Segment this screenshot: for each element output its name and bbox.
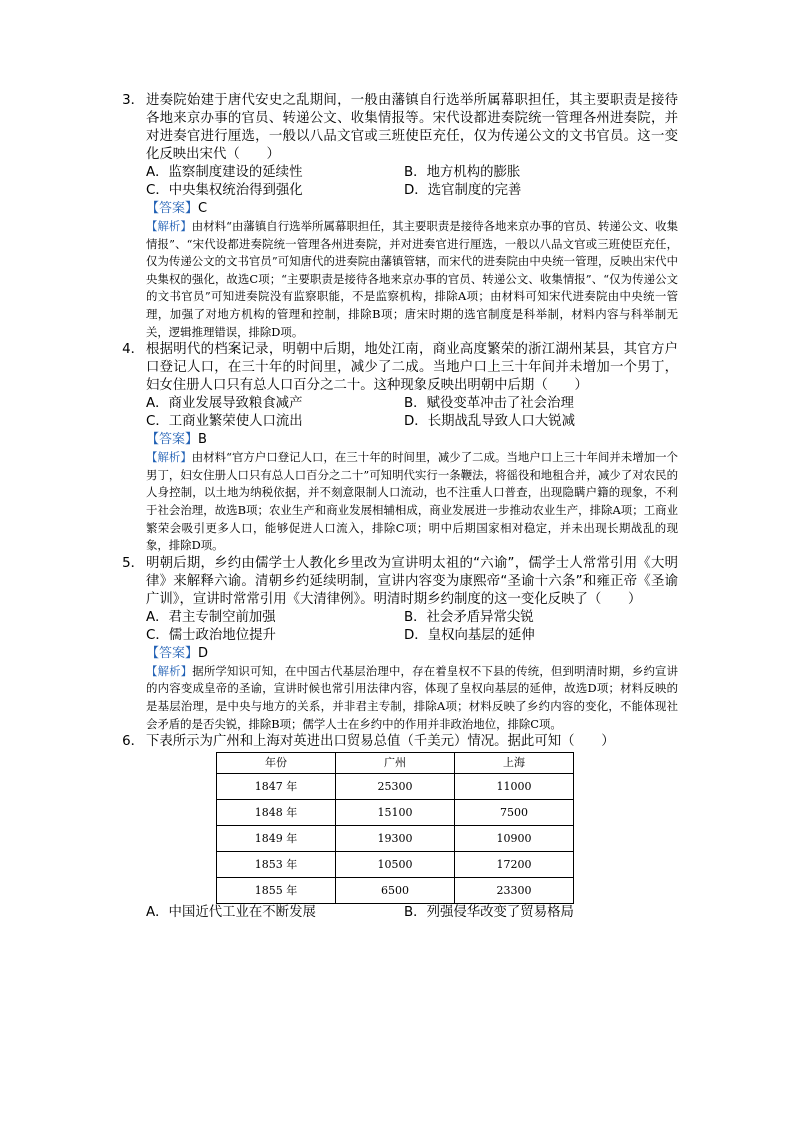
explanation-text: 由材料“官方户口登记人口，在三十年的时间里，减少了二成。当地户口上三十年间并未增加一个男丁，妇女住册人口只有总人口百分之二十”可知明代实行一条鞭法，将徭役和地租合并，减少了对农民的人身控制，以土地为纳税依据，并不刻意限制人口流动，也不注重人口普查，出现隐瞒户籍的现象，不利于社会治理，故选B项；农业生产和商业发展相辅相成，商业发展进一步推动农业生产，排除A项；工商业繁荣会吸引更多人口，能够促进人口流入，排除C项；明中后期国家相对稳定，并未出现长期战乱的现象，排除D项。	[146, 450, 678, 553]
answer-value: C	[198, 201, 208, 216]
explanation-tag: 【解析】	[146, 450, 192, 465]
table-row	[217, 826, 574, 852]
explanation	[118, 218, 678, 341]
question-text: 根据明代的档案记录，明朝中后期，地处江南，商业高度繁荣的浙江湖州某县，其官方户口登记人口，在三十年的时间里，减少了二成。当地户口上三十年间并未增加一个男丁，妇女住册人口只有总人口百分之二十。这种现象反映出明朝中后期（ ）	[146, 342, 678, 394]
trade-table	[216, 752, 574, 904]
cell-year: 1855 年	[217, 878, 336, 904]
cell-shanghai: 7500	[455, 800, 574, 826]
answer-tag: 【答案】	[146, 201, 199, 216]
question-list	[118, 92, 678, 922]
explanation	[118, 449, 678, 555]
explanation-tag: 【解析】	[146, 663, 193, 678]
question-text: 下表所示为广州和上海对英进出口贸易总值（千美元）情况。据此可知（ ）	[146, 734, 615, 750]
option-c: C．中央集权统治得到强化	[146, 183, 303, 198]
table-header-row	[217, 753, 574, 774]
question-number: 6．	[122, 734, 144, 750]
option-a: A．君主专制空前加强	[146, 609, 276, 625]
question-number: 4．	[122, 342, 144, 358]
answer-line	[118, 200, 678, 218]
cell-guangzhou: 6500	[336, 878, 455, 904]
header-guangzhou: 广州	[336, 753, 455, 774]
cell-shanghai: 10900	[455, 826, 574, 852]
cell-year: 1847 年	[217, 774, 336, 800]
question-6	[118, 733, 678, 922]
options	[118, 164, 678, 200]
options	[118, 609, 678, 645]
question-number: 3．	[122, 93, 144, 108]
question-4	[118, 341, 678, 555]
cell-guangzhou: 15100	[336, 800, 455, 826]
cell-shanghai: 11000	[455, 774, 574, 800]
options	[118, 904, 678, 922]
cell-guangzhou: 10500	[336, 852, 455, 878]
answer-tag: 【答案】	[146, 432, 199, 448]
cell-year: 1853 年	[217, 852, 336, 878]
options	[118, 395, 678, 431]
cell-shanghai: 17200	[455, 852, 574, 878]
option-a: A．中国近代工业在不断发展	[146, 905, 316, 921]
answer-line	[118, 431, 678, 449]
explanation	[118, 663, 678, 733]
cell-year: 1849 年	[217, 826, 336, 852]
cell-year: 1848 年	[217, 800, 336, 826]
question-stem	[118, 555, 678, 609]
explanation-text: 由材料“由藩镇自行选举所属幕职担任，其主要职责是接待各地来京办事的官员、转递公文、收集情报”、“宋代设都进奏院统一管理各州进奏院，并对进奏官进行厘选，一般以八品文官或三班使臣充任，仅为传递公文的文书官员”可知唐代的进奏院由藩镇管辖，而宋代的进奏院由中央统一管理，反映出宋代中央集权的强化，故选C项；“主要职责是接待各地来京办事的官员、转递公文、收集情报”、“仅为传递公文的文书官员”可知进奏院没有监察职能，不是监察机构，排除A项；由材料可知宋代进奏院由中央统一管理，加强了对地方机构的管理和控制，排除B项；唐宋时期的选官制度是科举制，材料内容与科举制无关，逻辑推理错误，排除D项。	[146, 219, 678, 339]
answer-line	[118, 645, 678, 663]
question-stem	[118, 341, 678, 395]
option-d: D．长期战乱导致人口大锐减	[404, 414, 575, 430]
option-b: B．列强侵华改变了贸易格局	[404, 905, 574, 921]
answer-tag: 【答案】	[146, 645, 199, 661]
question-5	[118, 555, 678, 733]
option-c: C．儒士政治地位提升	[146, 627, 276, 643]
question-stem	[118, 733, 678, 751]
cell-shanghai: 23300	[455, 878, 574, 904]
option-a: A．监察制度建设的延续性	[146, 165, 303, 180]
answer-value: B	[198, 432, 207, 448]
option-c: C．工商业繁荣使人口流出	[146, 414, 303, 430]
question-number: 5．	[122, 555, 144, 571]
option-b: B．赋役变革冲击了社会治理	[404, 396, 574, 412]
question-text: 明朝后期，乡约由儒学士人教化乡里改为宣讲明太祖的“六谕”，儒学士人常常引用《大明律》来解释六谕。清朝乡约延续明制，宣讲内容变为康熙帝“圣谕十六条”和雍正帝《圣谕广训》，宣讲时常常引用《大清律例》。明清时期乡约制度的这一变化反映了（ ）	[146, 555, 678, 607]
table-row	[217, 774, 574, 800]
explanation-text: 据所学知识可知，在中国古代基层治理中，存在着皇权不下县的传统，但到明清时期，乡约宣讲的内容变成皇帝的圣谕，宣讲时候也常引用法律内容，体现了皇权向基层的延伸，故选D项；材料反映的是基层治理，是中央与地方的关系，并非君主专制，排除A项；材料反映了乡约内容的变化，不能体现社会矛盾的是否尖锐，排除B项；儒学人士在乡约中的作用并非政治地位，排除C项。	[146, 663, 678, 731]
option-d: D．皇权向基层的延伸	[404, 627, 535, 643]
table-row	[217, 878, 574, 904]
answer-value: D	[198, 645, 209, 661]
cell-guangzhou: 25300	[336, 774, 455, 800]
header-shanghai: 上海	[455, 753, 574, 774]
question-text: 进奏院始建于唐代安史之乱期间，一般由藩镇自行选举所属幕职担任，其主要职责是接待各地来京办事的官员、转递公文、收集情报等。宋代设都进奏院统一管理各州进奏院，并对进奏官进行厘选，一般以八品文官或三班使臣充任，仅为传递公文的文书官员。这一变化反映出宋代（ ）	[146, 93, 678, 162]
cell-guangzhou: 19300	[336, 826, 455, 852]
option-a: A．商业发展导致粮食减产	[146, 396, 303, 412]
explanation-tag: 【解析】	[146, 219, 192, 233]
header-year: 年份	[217, 753, 336, 774]
table-row	[217, 852, 574, 878]
option-b: B．社会矛盾异常尖锐	[404, 609, 534, 625]
table-row	[217, 800, 574, 826]
question-stem	[118, 92, 678, 164]
question-3	[118, 92, 678, 341]
option-d: D．选官制度的完善	[404, 183, 522, 198]
option-b: B．地方机构的膨胀	[404, 165, 521, 180]
